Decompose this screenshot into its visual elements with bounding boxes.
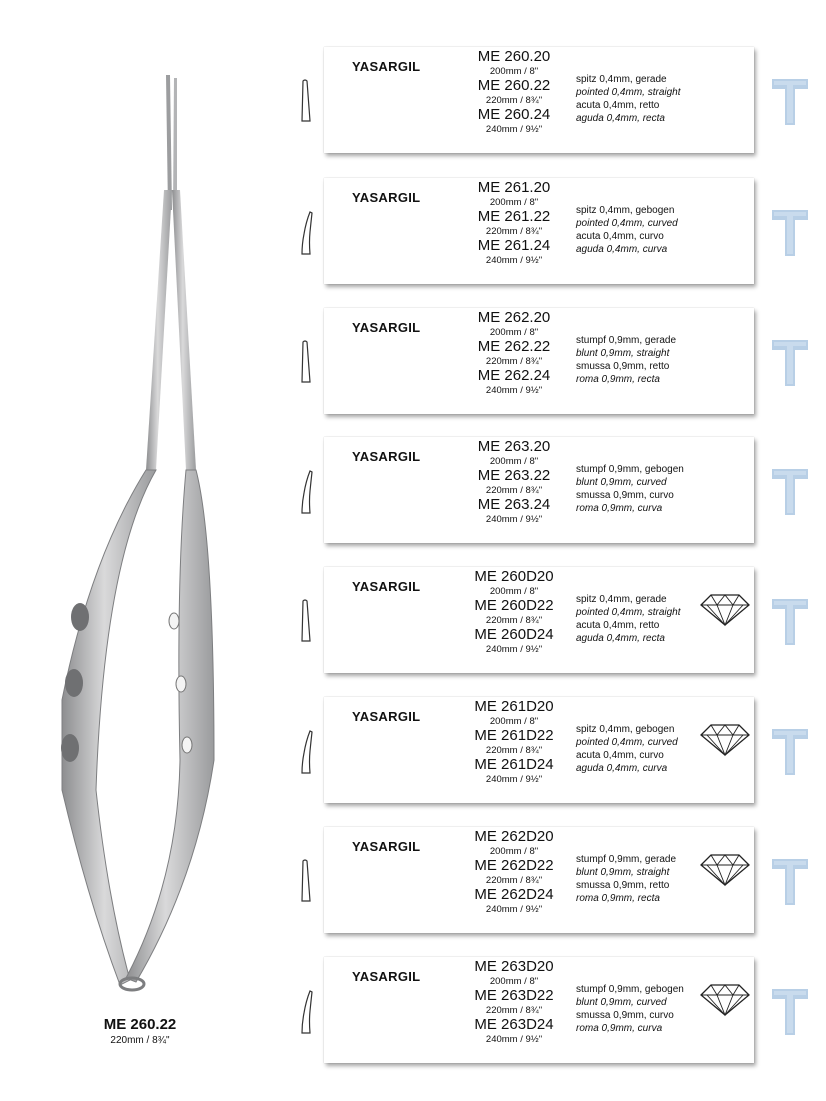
product-code: ME 261D22 [474,727,554,744]
tip-description [576,723,678,775]
product-size: 200mm / 8" [489,716,539,727]
tip-description-line: aguda 0,4mm, recta [576,633,665,644]
tip-description-line: acuta 0,4mm, retto [576,100,660,111]
product-code: ME 263.22 [477,467,551,484]
tip-description-line: stumpf 0,9mm, gerade [576,335,677,346]
tip-description-line: blunt 0,9mm, curved [576,477,667,488]
product-row [296,178,816,284]
product-size: 220mm / 8¾" [485,226,543,237]
product-code: ME 263D22 [474,987,554,1004]
tip-description-line: spitz 0,4mm, gerade [576,74,667,85]
product-row [296,827,816,933]
product-size: 220mm / 8¾" [485,875,543,886]
product-code: ME 262.22 [477,338,551,355]
tip-description-line: spitz 0,4mm, gerade [576,594,667,605]
product-size: 240mm / 9½" [485,255,543,266]
tip-description-line: smussa 0,9mm, curvo [576,490,674,501]
tip-description [576,593,681,645]
curved-tip-icon [296,467,316,517]
curved-tip-icon [296,987,316,1037]
product-code: ME 263.20 [477,438,551,455]
product-code: ME 263D20 [474,958,554,975]
product-size: 240mm / 9½" [485,514,543,525]
tip-description-line: roma 0,9mm, recta [576,374,660,385]
brand-name: YASARGIL [352,320,421,335]
tip-description-line: aguda 0,4mm, curva [576,244,668,255]
product-codes [444,49,584,136]
tip-description-line: blunt 0,9mm, straight [576,348,670,359]
product-code: ME 263D24 [474,1016,554,1033]
product-codes [444,569,584,656]
brand-name: YASARGIL [352,839,421,854]
product-row [296,697,816,803]
tungsten-carbide-t-icon [770,725,810,777]
product-code: ME 261.24 [477,237,551,254]
tip-description-line: acuta 0,4mm, curvo [576,750,664,761]
tungsten-carbide-t-icon [770,336,810,388]
product-size: 220mm / 8¾" [485,356,543,367]
product-size: 200mm / 8" [489,846,539,857]
product-size: 200mm / 8" [489,976,539,987]
brand-name: YASARGIL [352,709,421,724]
product-size: 200mm / 8" [489,327,539,338]
tip-description [576,853,676,905]
product-size: 240mm / 9½" [485,904,543,915]
tip-description [576,463,684,515]
product-code: ME 260.20 [477,48,551,65]
tungsten-carbide-t-icon [770,465,810,517]
product-code: ME 261.22 [477,208,551,225]
tip-description-line: blunt 0,9mm, curved [576,997,667,1008]
product-size: 240mm / 9½" [485,1034,543,1045]
product-size: 220mm / 8¾" [485,615,543,626]
product-codes [444,829,584,916]
product-row [296,47,816,153]
tip-description-line: pointed 0,4mm, straight [576,87,681,98]
product-row [296,957,816,1063]
product-size: 240mm / 9½" [485,385,543,396]
brand-name: YASARGIL [352,449,421,464]
tip-description-line: acuta 0,4mm, curvo [576,231,664,242]
product-size: 220mm / 8¾" [485,95,543,106]
tip-description-line: roma 0,9mm, recta [576,893,660,904]
product-size: 220mm / 8¾" [485,485,543,496]
tip-description-line: smussa 0,9mm, curvo [576,1010,674,1021]
tungsten-carbide-t-icon [770,75,810,127]
product-code: ME 261D20 [474,698,554,715]
product-card [324,47,754,153]
tip-description-line: spitz 0,4mm, gebogen [576,205,675,216]
product-code: ME 260D20 [474,568,554,585]
product-code: ME 260.24 [477,106,551,123]
product-card [324,437,754,543]
tip-description-line: smussa 0,9mm, retto [576,880,670,891]
curved-tip-icon [296,727,316,777]
featured-product-label [60,1016,220,1046]
product-size: 200mm / 8" [489,456,539,467]
product-card [324,957,754,1063]
tip-description-line: pointed 0,4mm, curved [576,218,678,229]
diamond-icon [699,853,751,887]
product-code: ME 262.24 [477,367,551,384]
product-size: 240mm / 9½" [485,124,543,135]
product-size: 200mm / 8" [489,66,539,77]
tip-description-line: pointed 0,4mm, curved [576,737,678,748]
featured-product-code: ME 260.22 [103,1016,177,1033]
tip-description [576,334,676,386]
product-code: ME 262D22 [474,857,554,874]
tungsten-carbide-t-icon [770,595,810,647]
tip-description-line: smussa 0,9mm, retto [576,361,670,372]
featured-product-size: 220mm / 8¾" [110,1035,170,1046]
product-codes [444,959,584,1046]
diamond-icon [699,593,751,627]
tip-description-line: aguda 0,4mm, recta [576,113,665,124]
product-code: ME 260D24 [474,626,554,643]
product-size: 220mm / 8¾" [485,745,543,756]
product-code: ME 261D24 [474,756,554,773]
product-codes [444,439,584,526]
tip-description-line: pointed 0,4mm, straight [576,607,681,618]
tip-description-line: blunt 0,9mm, straight [576,867,670,878]
product-code: ME 260D22 [474,597,554,614]
instrument-illustration-panel [0,0,300,1101]
tip-description-line: roma 0,9mm, curva [576,503,663,514]
product-row [296,437,816,543]
curved-tip-icon [296,208,316,258]
tip-description [576,983,684,1035]
tip-description [576,204,678,256]
product-codes [444,310,584,397]
product-code: ME 262.20 [477,309,551,326]
product-code: ME 263.24 [477,496,551,513]
product-code: ME 260.22 [477,77,551,94]
tip-description-line: stumpf 0,9mm, gerade [576,854,677,865]
product-card [324,567,754,673]
tip-description-line: acuta 0,4mm, retto [576,620,660,631]
brand-name: YASARGIL [352,59,421,74]
product-size: 240mm / 9½" [485,644,543,655]
straight-tip-icon [296,338,316,388]
micro-scissors-illustration [0,0,300,1010]
tip-description-line: spitz 0,4mm, gebogen [576,724,675,735]
tungsten-carbide-t-icon [770,206,810,258]
product-code: ME 262D20 [474,828,554,845]
tip-description-line: stumpf 0,9mm, gebogen [576,464,684,475]
product-size: 220mm / 8¾" [485,1005,543,1016]
straight-tip-icon [296,857,316,907]
diamond-icon [699,983,751,1017]
brand-name: YASARGIL [352,190,421,205]
product-size: 200mm / 8" [489,586,539,597]
tip-description [576,73,681,125]
straight-tip-icon [296,597,316,647]
product-size: 240mm / 9½" [485,774,543,785]
tungsten-carbide-t-icon [770,985,810,1037]
tip-description-line: stumpf 0,9mm, gebogen [576,984,684,995]
brand-name: YASARGIL [352,969,421,984]
product-size: 200mm / 8" [489,197,539,208]
tip-description-line: roma 0,9mm, curva [576,1023,663,1034]
product-card [324,178,754,284]
product-codes [444,180,584,267]
product-card [324,697,754,803]
product-card [324,827,754,933]
tungsten-carbide-t-icon [770,855,810,907]
product-codes [444,699,584,786]
product-code: ME 262D24 [474,886,554,903]
tip-description-line: aguda 0,4mm, curva [576,763,668,774]
product-code: ME 261.20 [477,179,551,196]
straight-tip-icon [296,77,316,127]
brand-name: YASARGIL [352,579,421,594]
product-row [296,567,816,673]
diamond-icon [699,723,751,757]
product-card [324,308,754,414]
product-row [296,308,816,414]
